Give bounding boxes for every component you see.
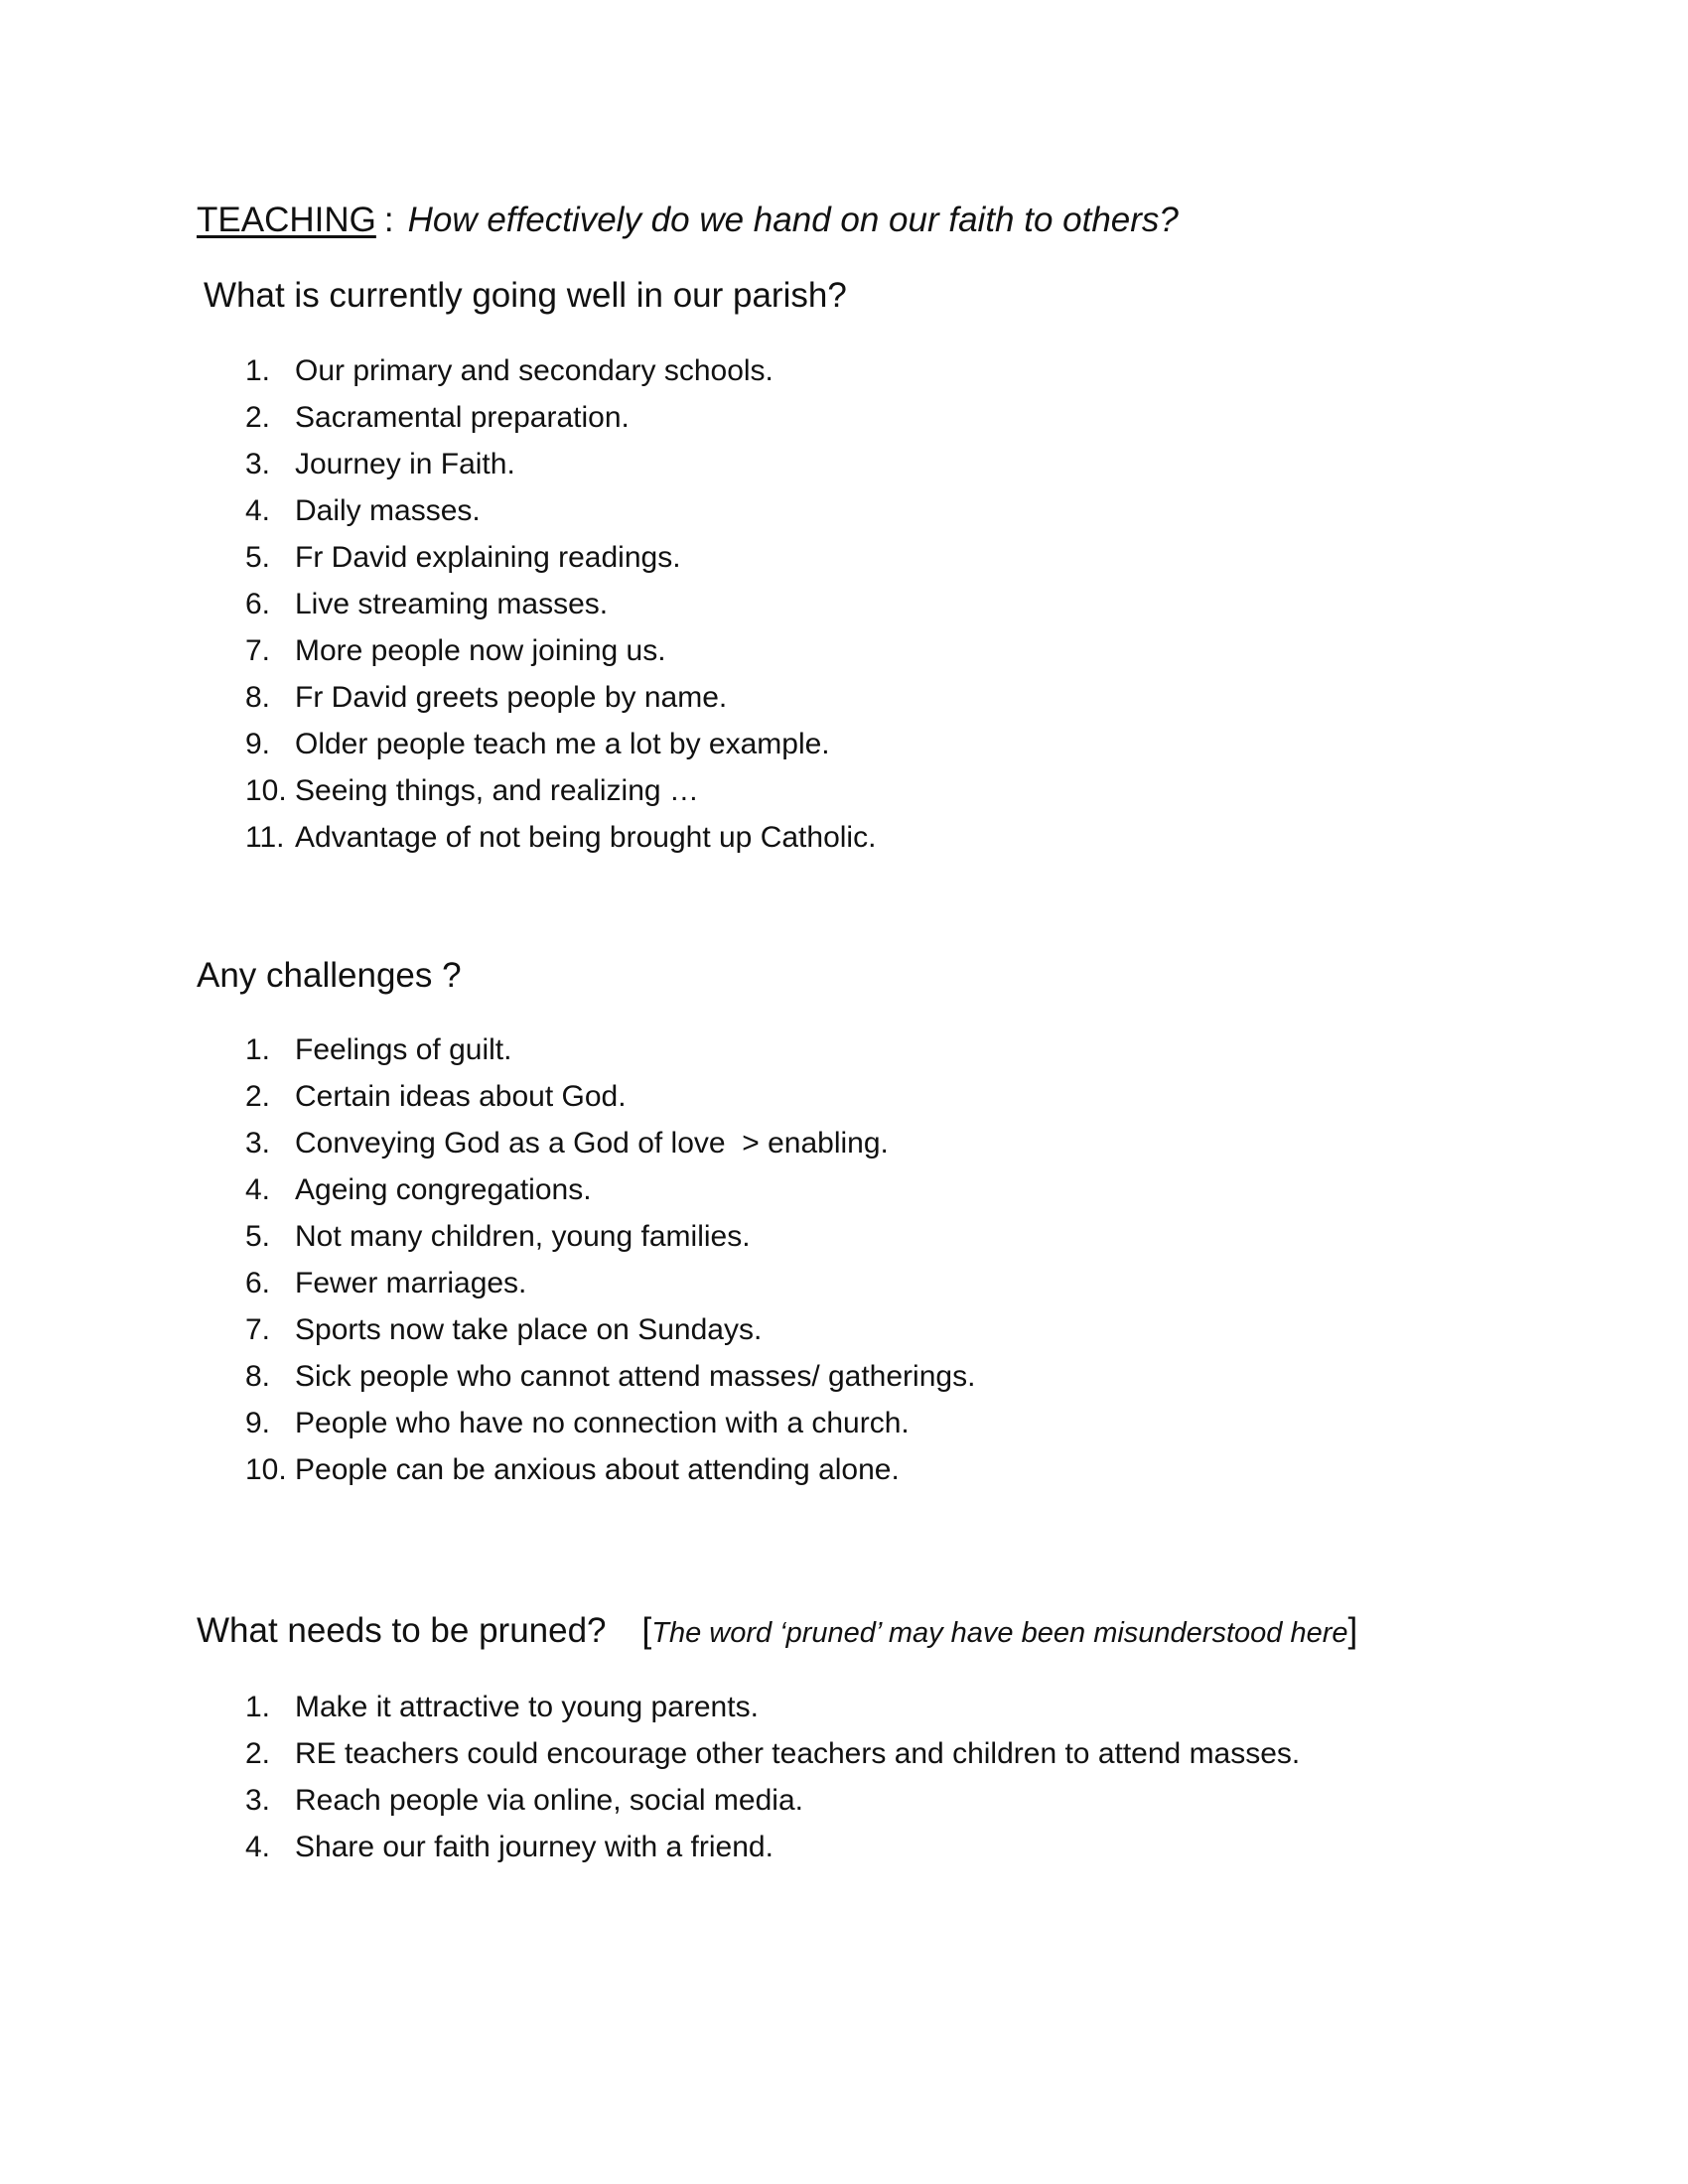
list-item	[245, 1120, 975, 1166]
item-text: Seeing things, and realizing …	[295, 774, 699, 807]
list-item	[245, 534, 876, 581]
item-text: Advantage of not being brought up Catholic.	[295, 821, 877, 854]
list-item	[245, 1260, 975, 1306]
pruned-list	[245, 1684, 1300, 1870]
title-question: How effectively do we hand on our faith to others?	[407, 201, 1179, 239]
item-text: Fr David greets people by name.	[295, 681, 728, 714]
item-text: Fewer marriages.	[295, 1267, 527, 1299]
item-number: 7.	[245, 634, 271, 667]
list-item	[245, 441, 876, 487]
item-number: 3.	[245, 448, 271, 480]
item-number: 4.	[245, 1173, 271, 1206]
list-item	[245, 767, 876, 814]
list-item	[245, 1446, 975, 1493]
item-text: Our primary and secondary schools.	[295, 354, 774, 387]
item-number: 5.	[245, 1220, 271, 1253]
going-well-list	[245, 347, 876, 861]
item-number: 10.	[245, 1453, 287, 1486]
item-text: Certain ideas about God.	[295, 1080, 627, 1113]
list-item	[245, 1213, 975, 1260]
list-item	[245, 1684, 1300, 1730]
list-item	[245, 674, 876, 721]
section-heading-challenges: Any challenges ?	[197, 956, 462, 995]
list-item	[245, 627, 876, 674]
list-item	[245, 1306, 975, 1353]
item-text: Sick people who cannot attend masses/ gatherings.	[295, 1360, 976, 1393]
item-number: 8.	[245, 1360, 271, 1393]
item-number: 1.	[245, 1691, 271, 1723]
item-number: 6.	[245, 1267, 271, 1299]
item-number: 1.	[245, 354, 271, 387]
list-item	[245, 1824, 1300, 1870]
item-number: 8.	[245, 681, 271, 714]
list-item	[245, 394, 876, 441]
list-item	[245, 814, 876, 861]
item-number: 9.	[245, 728, 271, 760]
item-text: Feelings of guilt.	[295, 1033, 512, 1066]
item-text: Not many children, young families.	[295, 1220, 751, 1253]
document-title	[197, 199, 1179, 242]
item-number: 3.	[245, 1784, 271, 1817]
list-item	[245, 1353, 975, 1400]
item-text: Make it attractive to young parents.	[295, 1691, 759, 1723]
list-item	[245, 487, 876, 534]
item-text: Ageing congregations.	[295, 1173, 592, 1206]
item-text: Sports now take place on Sundays.	[295, 1313, 763, 1346]
note-close-bracket: ]	[1347, 1611, 1358, 1650]
item-number: 1.	[245, 1033, 271, 1066]
note-open-bracket: [	[641, 1611, 652, 1650]
item-text: Daily masses.	[295, 494, 481, 527]
item-number: 4.	[245, 494, 271, 527]
item-text: Live streaming masses.	[295, 588, 609, 620]
item-number: 3.	[245, 1127, 271, 1160]
item-number: 7.	[245, 1313, 271, 1346]
title-keyword: TEACHING	[197, 201, 376, 239]
item-number: 9.	[245, 1407, 271, 1439]
item-number: 2.	[245, 1737, 271, 1770]
challenges-list	[245, 1026, 975, 1493]
section-heading-going-well: What is currently going well in our parish?	[204, 276, 847, 315]
item-text: Fr David explaining readings.	[295, 541, 681, 574]
item-text: Conveying God as a God of love > enabling.	[295, 1127, 889, 1160]
list-item	[245, 1777, 1300, 1824]
item-number: 2.	[245, 1080, 271, 1113]
item-text: Older people teach me a lot by example.	[295, 728, 830, 760]
list-item	[245, 1730, 1300, 1777]
list-item	[245, 581, 876, 627]
item-text: Sacramental preparation.	[295, 401, 630, 434]
item-number: 5.	[245, 541, 271, 574]
list-item	[245, 1400, 975, 1446]
item-text: People can be anxious about attending alone.	[295, 1453, 900, 1486]
item-number: 10.	[245, 774, 287, 807]
item-text: People who have no connection with a church.	[295, 1407, 910, 1439]
item-number: 6.	[245, 588, 271, 620]
title-separator: :	[383, 201, 394, 239]
item-text: Reach people via online, social media.	[295, 1784, 803, 1817]
item-text: More people now joining us.	[295, 634, 666, 667]
item-text: RE teachers could encourage other teachers and children to attend masses.	[295, 1737, 1301, 1770]
item-text: Journey in Faith.	[295, 448, 515, 480]
list-item	[245, 347, 876, 394]
item-number: 11.	[245, 821, 285, 854]
list-item	[245, 1026, 975, 1073]
pruned-question: What needs to be pruned?	[197, 1611, 607, 1650]
item-text: Share our faith journey with a friend.	[295, 1831, 774, 1863]
item-number: 4.	[245, 1831, 271, 1863]
list-item	[245, 721, 876, 767]
list-item	[245, 1166, 975, 1213]
item-number: 2.	[245, 401, 271, 434]
list-item	[245, 1073, 975, 1120]
pruned-note: The word ‘pruned’ may have been misunderstood here	[651, 1617, 1348, 1649]
section-heading-pruned	[197, 1609, 1357, 1655]
